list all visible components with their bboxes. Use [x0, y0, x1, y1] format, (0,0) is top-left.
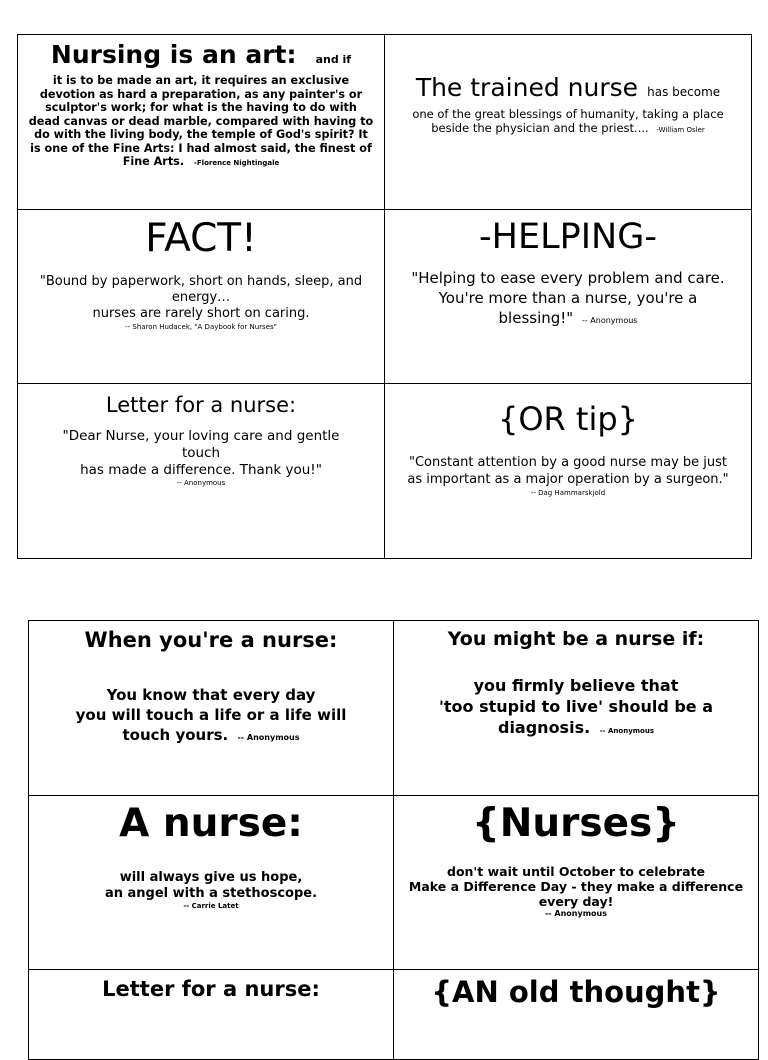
quote-text: "Constant attention by a good nurse may be just as important as a major operation by a surgeon." — [407, 455, 729, 487]
quote-author: -- Anonymous — [581, 316, 638, 325]
quote-author: -- Anonymous — [599, 727, 655, 735]
quote-author: -- Dag Hammarskjold — [530, 489, 606, 497]
quote-text: "Bound by paperwork, short on hands, sleep, and energy… — [39, 274, 363, 305]
card-might-be-nurse — [394, 621, 759, 796]
card-sheet-2 — [28, 620, 759, 1060]
card-sheet-1 — [17, 34, 752, 559]
card-nurses — [394, 796, 759, 970]
card-heading: A nurse: — [119, 801, 303, 846]
card-heading: Nursing is an art: — [50, 40, 297, 69]
quote-author: -- Anonymous — [176, 479, 226, 487]
card-heading: {OR tip} — [497, 400, 639, 438]
card-heading: Letter for a nurse: — [105, 393, 297, 417]
quote-author: -- Sharon Hudacek, "A Daybook for Nurses" — [125, 323, 277, 331]
quote-text: Make a Difference Day - they make a difference every day! — [408, 879, 744, 909]
card-heading: You might be a nurse if: — [447, 628, 705, 650]
quote-text: has made a difference. Thank you!" — [80, 462, 322, 478]
quote-text: you will touch a life or a life will touch yours. -- Anonymous — [75, 706, 347, 744]
quote-text: will always give us hope, — [119, 870, 303, 885]
card-heading: Letter for a nurse: — [102, 977, 320, 1001]
quote-author: -- Carrie Latet — [183, 902, 239, 910]
quote-text: "Helping to ease every problem and care. — [411, 269, 725, 287]
card-heading: {AN old thought} — [431, 975, 721, 1009]
card-heading: When you're a nurse: — [84, 628, 338, 652]
quote-text: You know that every day — [106, 686, 316, 704]
quote-author: -- Anonymous — [544, 909, 607, 918]
card-heading: FACT! — [145, 216, 257, 261]
card-heading: -HELPING- — [479, 217, 657, 257]
card-or-tip — [385, 384, 752, 559]
quote-text: 'too stupid to live' should be a diagnosis. -- Anonymous — [438, 697, 714, 737]
quote-author: -William Osler — [656, 126, 705, 134]
quote-text: you firmly believe that — [473, 676, 679, 695]
card-nursing-art: Nursing is an art: and if it is to be made an art, it requires an exclusive devotion as hard a preparation, as any painter's or sculptor's work; for what is the having to do with dead canvas or dead marble, compared with having to do with the living body, the temple of God's spirit? It is one of the Fine Arts: I had almost said, the finest of Fine Arts. -Florence Nightingale — [18, 35, 385, 210]
card-heading: The trained nurse — [415, 73, 639, 102]
quote-text: it is to be made an art, it requires an exclusive devotion as hard a preparation, as any painter's or sculptor's work; for what is the having to do with dead canvas or dead marble, compared with having to do with the living body, the temple of God's spirit? It is one of the Fine Arts: I had almost said, the finest of Fine Arts. -Florence Nightingale — [28, 74, 374, 168]
quote-text: nurses are rarely short on caring. — [92, 306, 310, 321]
card-trained-nurse: The trained nurse has become one of the great blessings of humanity, taking a place beside the physician and the priest.... -William Osler — [385, 35, 752, 210]
card-old-thought — [394, 970, 759, 1060]
card-heading: {Nurses} — [471, 801, 681, 846]
card-a-nurse — [29, 796, 394, 970]
card-when-nurse — [29, 621, 394, 796]
quote-author: -- Anonymous — [237, 733, 300, 742]
card-letter-2 — [29, 970, 394, 1060]
quote-text: "Dear Nurse, your loving care and gentle touch — [62, 428, 340, 461]
quote-text: an angel with a stethoscope. — [104, 886, 318, 901]
quote-text: don't wait until October to celebrate — [447, 864, 705, 879]
card-letter — [18, 384, 385, 559]
quote-author: -Florence Nightingale — [193, 159, 280, 167]
card-fact — [18, 210, 385, 384]
quote-text: one of the great blessings of humanity, taking a place beside the physician and the priest.... -William Osler — [412, 107, 724, 135]
quote-text: You're more than a nurse, you're a blessing!" -- Anonymous — [438, 289, 698, 327]
card-helping — [385, 210, 752, 384]
